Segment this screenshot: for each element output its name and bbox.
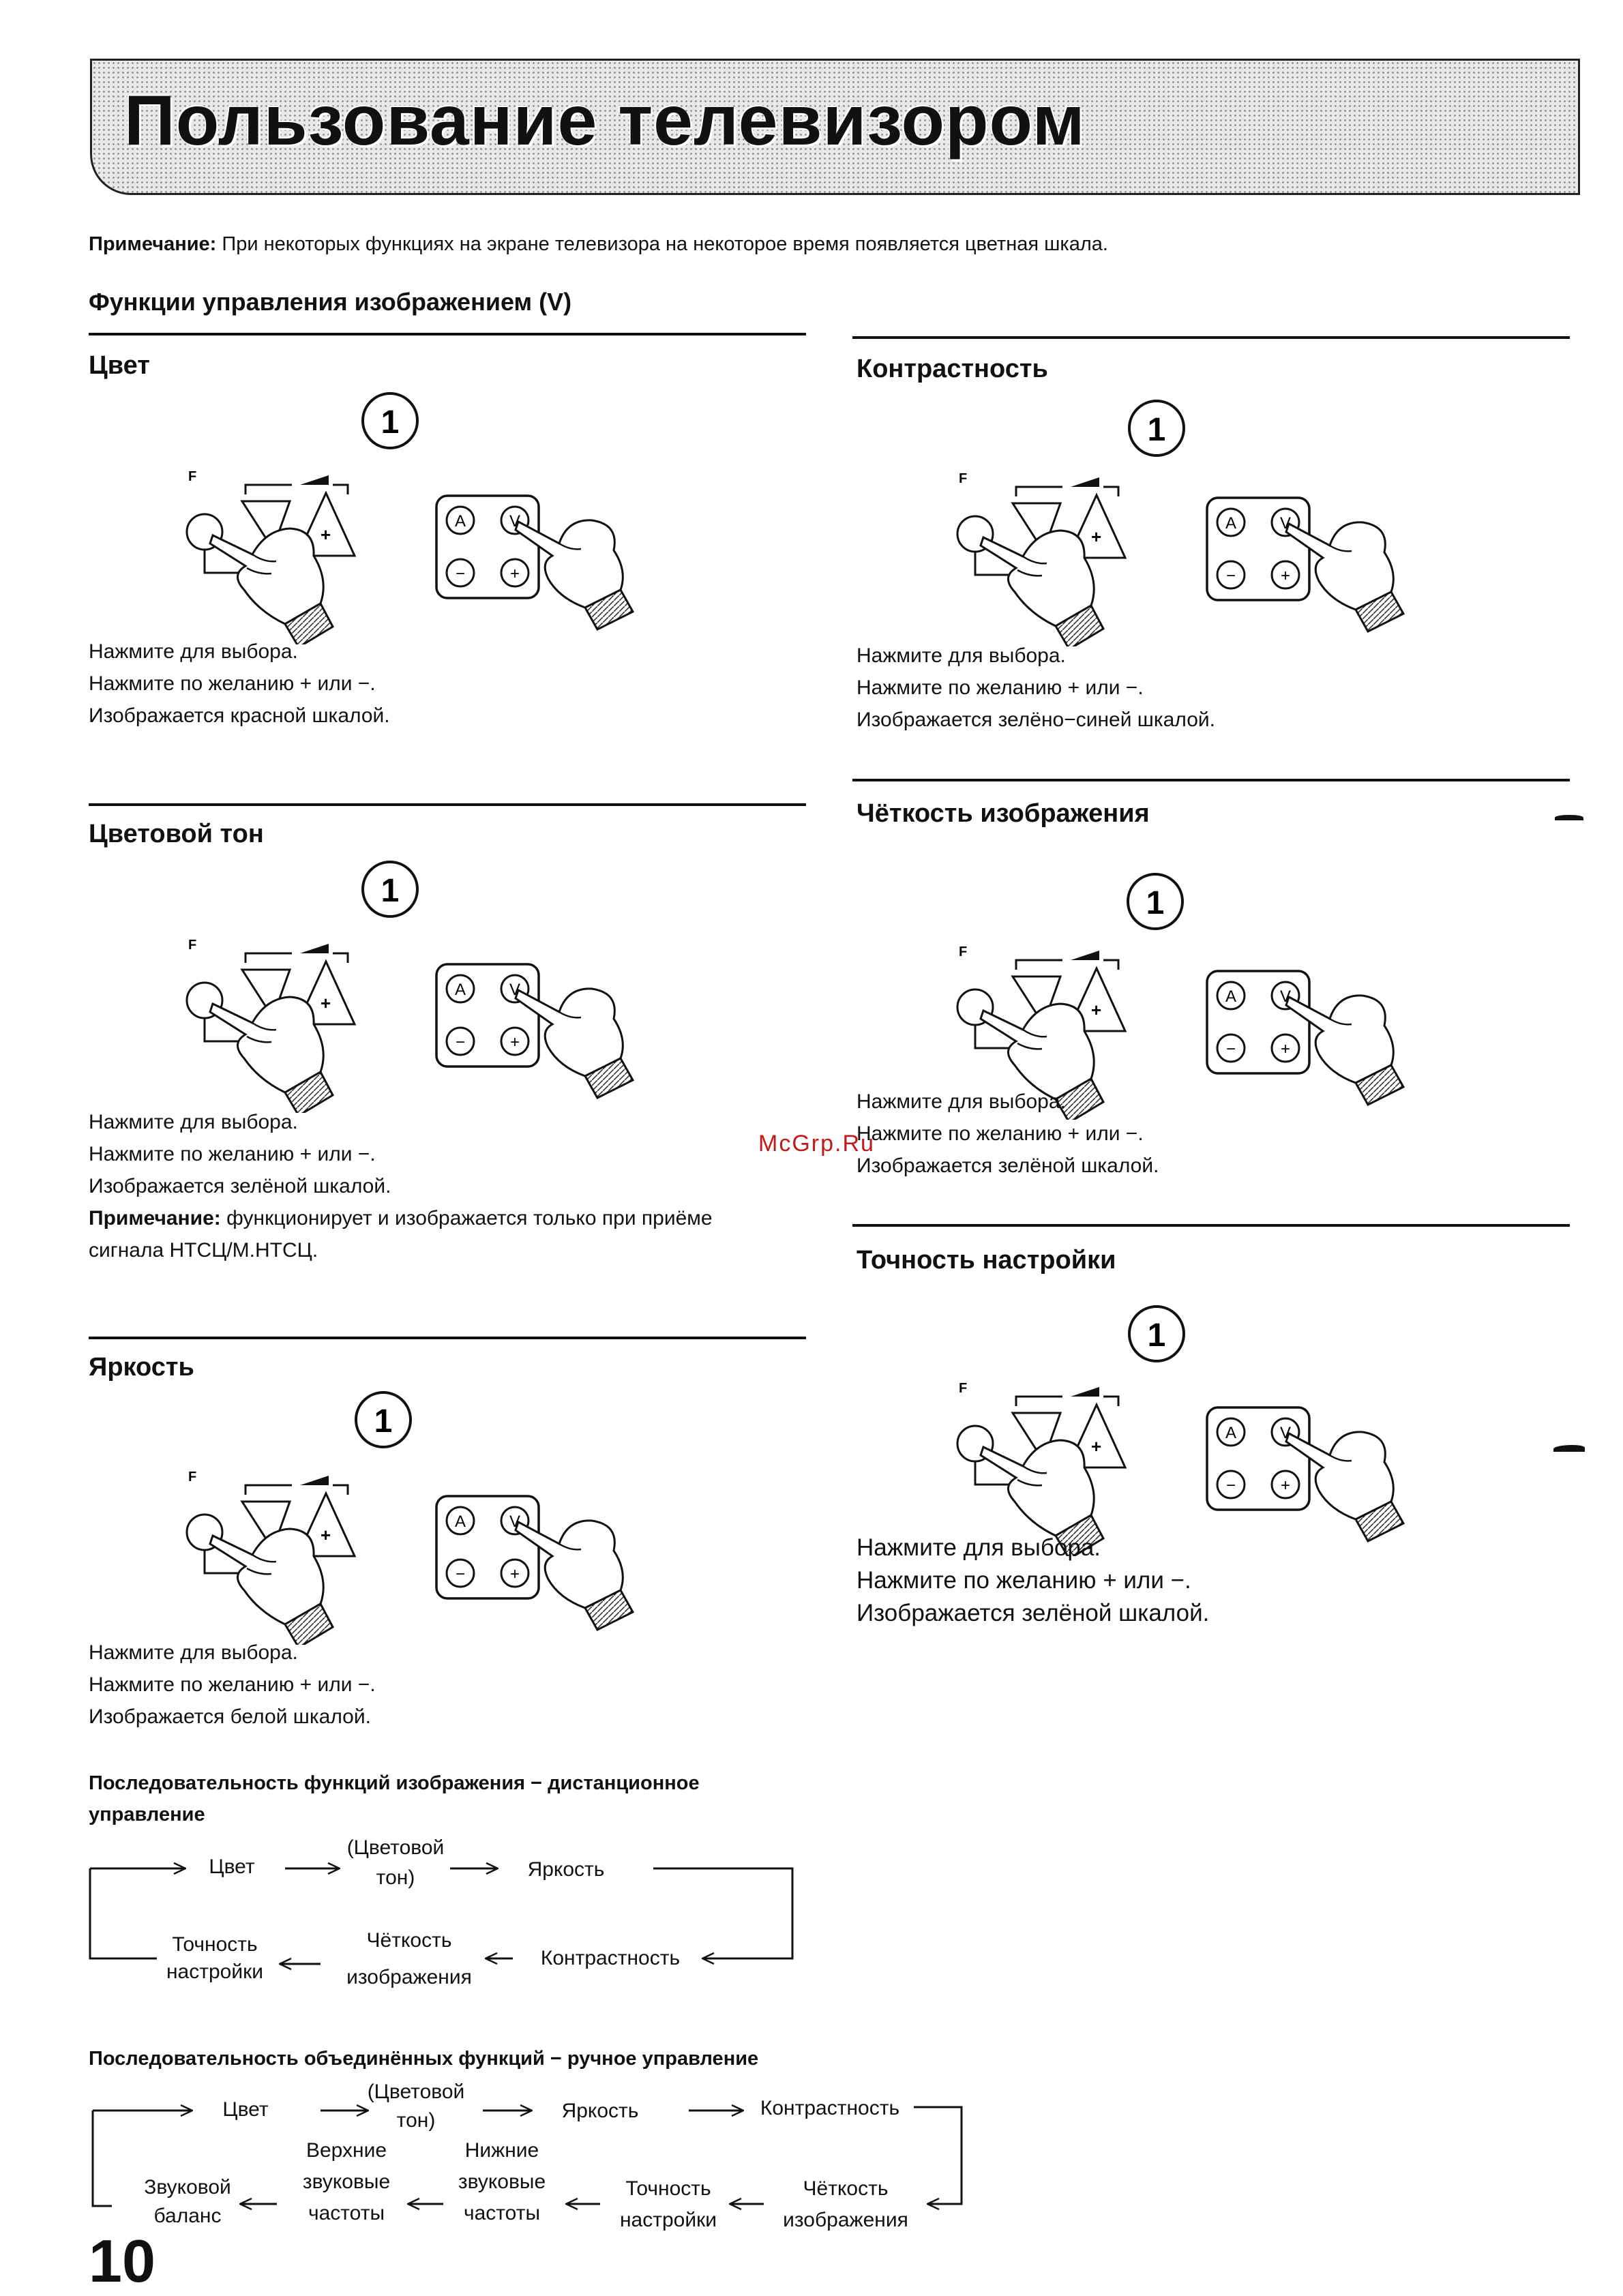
mseq-fine-tuning-line1: Точность: [625, 2177, 711, 2200]
mseq-color: Цвет: [222, 2098, 269, 2121]
intro-note-text: При некоторых функциях на экране телевизора на некоторое время появляется цветная шкала.: [222, 233, 1108, 255]
step-number: 1: [1147, 1317, 1166, 1354]
mseq-treble-line3: частоты: [308, 2202, 385, 2224]
contrast-title: Контрастность: [857, 355, 1048, 383]
seq-tint-line1: (Цветовой: [346, 1836, 445, 1859]
brightness-title: Яркость: [89, 1353, 194, 1382]
text-line: Нажмите по желанию + или −.: [857, 676, 1144, 699]
text-line: Нажмите по желанию + или −.: [857, 1567, 1191, 1594]
mseq-sharpness-line2: изображения: [783, 2209, 908, 2231]
text-line: Изображается зелёной шкалой.: [89, 1175, 391, 1197]
watermark: McGrp.Ru: [758, 1131, 875, 1157]
manual-sequence-title: Последовательность объединённых функций − ручное управление: [89, 2048, 759, 2070]
text-line: Нажмите для выбора.: [89, 640, 298, 663]
text-line: Изображается зелёной шкалой.: [857, 1600, 1210, 1626]
remote-sequence-title-line: управление: [89, 1804, 205, 1825]
mseq-brightness: Яркость: [561, 2100, 639, 2122]
text-line: Нажмите для выбора.: [89, 1641, 298, 1664]
step-number: 1: [1147, 412, 1166, 448]
step-number: 1: [1146, 885, 1165, 921]
mseq-bass-line3: частоты: [463, 2202, 541, 2224]
text-line: Изображается белой шкалой.: [89, 1705, 371, 1728]
mseq-treble-line2: звуковые: [302, 2171, 391, 2193]
tint-note-cont: сигнала НТСЦ/М.НТСЦ.: [89, 1239, 318, 1262]
text-line: Нажмите по желанию + или −.: [89, 1673, 376, 1696]
mseq-bass-line2: звуковые: [458, 2171, 546, 2193]
text-line: Нажмите для выбора.: [857, 1090, 1066, 1113]
mseq-balance-line1: Звуковой: [144, 2176, 231, 2198]
seq-tint-line2: тон): [376, 1866, 415, 1889]
step-number: 1: [381, 404, 400, 441]
intro-note-label: Примечание:: [89, 233, 217, 255]
sharpness-title: Чёткость изображения: [857, 799, 1150, 828]
text-line: Изображается зелёно−синей шкалой.: [857, 709, 1215, 731]
tint-note-label: Примечание:: [89, 1207, 221, 1229]
tint-note-text: функционирует и изображается только при приёме: [226, 1207, 713, 1229]
remote-sequence-title-line: Последовательность функций изображения − дистанционное: [89, 1772, 700, 1794]
text-line: Нажмите по желанию + или −.: [857, 1122, 1144, 1145]
text-line: Нажмите по желанию + или −.: [89, 1143, 376, 1165]
page-title: Пользование телевизором: [124, 81, 1086, 160]
remote-loop-left: [90, 1868, 157, 1958]
text-line: Изображается красной шкалой.: [89, 704, 390, 727]
mseq-tint-line1: (Цветовой: [367, 2081, 465, 2103]
mseq-tint-line2: тон): [396, 2109, 436, 2132]
seq-contrast: Контрастность: [540, 1947, 681, 1969]
seq-sharpness-line1: Чёткость: [366, 1929, 452, 1952]
step-number: 1: [381, 873, 400, 909]
tint-title: Цветовой тон: [89, 820, 264, 848]
text-line: Нажмите для выбора.: [857, 1534, 1101, 1561]
seq-fine-tuning-line2: настройки: [166, 1960, 263, 1983]
mseq-contrast: Контрастность: [760, 2097, 900, 2119]
mseq-treble-line1: Верхние: [306, 2139, 387, 2162]
fine-tuning-title: Точность настройки: [857, 1246, 1116, 1274]
text-line: Изображается зелёной шкалой.: [857, 1154, 1159, 1177]
text-line: Нажмите по желанию + или −.: [89, 672, 376, 695]
seq-sharpness-line2: изображения: [346, 1966, 472, 1988]
seq-color: Цвет: [209, 1855, 255, 1878]
text-line: Нажмите для выбора.: [89, 1111, 298, 1133]
mseq-balance-line2: баланс: [153, 2205, 222, 2227]
mseq-fine-tuning-line2: настройки: [619, 2209, 717, 2231]
mseq-bass-line1: Нижние: [464, 2139, 539, 2162]
color-title: Цвет: [89, 351, 150, 380]
seq-fine-tuning-line1: Точность: [172, 1933, 258, 1956]
page-number: 10: [89, 2227, 155, 2295]
text-line: Нажмите для выбора.: [857, 644, 1066, 667]
step-number: 1: [374, 1403, 393, 1440]
manual-loop-left: [93, 2111, 112, 2206]
manual-loop-right: [914, 2107, 962, 2204]
mseq-sharpness-line1: Чёткость: [803, 2177, 889, 2200]
seq-brightness: Яркость: [527, 1858, 605, 1881]
section-heading: Функции управления изображением (V): [89, 288, 572, 316]
